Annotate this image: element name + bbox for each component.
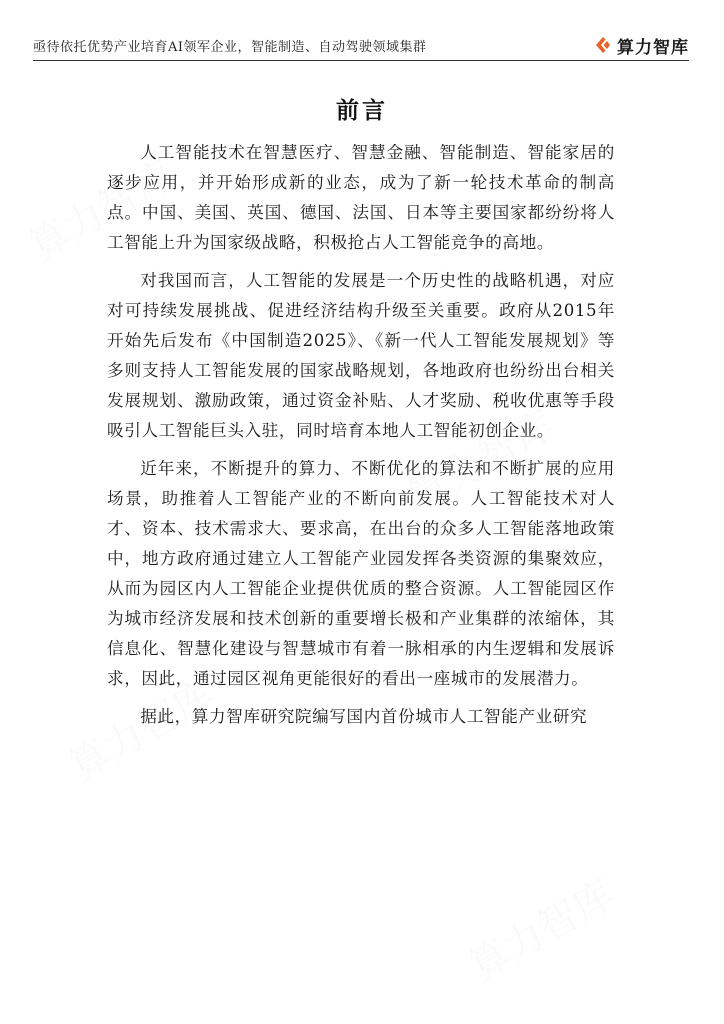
- paragraph: 对我国而言，人工智能的发展是一个历史性的战略机遇，对应对可持续发展挑战、促进经济结构升级至关重要。政府从2015年开始先后发布《中国制造2025》、《新一代人工智能发展规划》等多则支持人工智能发展的国家战略规划，各地政府也纷纷出台相关发展规划、激励政策，通过资金补贴、人才奖励、税收优惠等手段吸引人工智能巨头入驻，同时培育本地人工智能初创企业。: [107, 271, 615, 440]
- brand-logo: [593, 33, 689, 58]
- page-header: [33, 30, 689, 61]
- brand-logo-icon: [593, 35, 613, 55]
- brand-name: 算力智库: [617, 37, 689, 58]
- document-body: [107, 138, 615, 740]
- page-title: 前言: [336, 98, 388, 124]
- paragraph: 人工智能技术在智慧医疗、智慧金融、智能制造、智能家居的逐步应用，并开始形成新的业态，成为了新一轮技术革命的制高点。中国、美国、英国、德国、法国、日本等主要国家都纷纷将人工智能上升为国家级战略，积极抢占人工智能竞争的高地。: [107, 143, 615, 252]
- header-title: 亟待依托优势产业培育AI领军企业，智能制造、自动驾驶领域集群: [33, 39, 427, 55]
- watermark-4: [456, 864, 623, 993]
- paragraph: 据此，算力智库研究院编写国内首份城市人工智能产业研究: [140, 707, 588, 726]
- paragraph: 近年来，不断提升的算力、不断优化的算法和不断扩展的应用场景，助推着人工智能产业的不断向前发展。人工智能技术对人才、资本、技术需求大、要求高，在出台的众多人工智能落地政策中，地方政府通过建立人工智能产业园发挥各类资源的集聚效应，从而为园区内人工智能企业提供优质的整合资源。人工智能园区作为城市经济发展和技术创新的重要增长极和产业集群的浓缩体，其信息化、智慧化建设与智慧城市有着一脉相承的内生逻辑和发展诉求，因此，通过园区视角更能很好的看出一座城市的发展潜力。: [107, 459, 615, 688]
